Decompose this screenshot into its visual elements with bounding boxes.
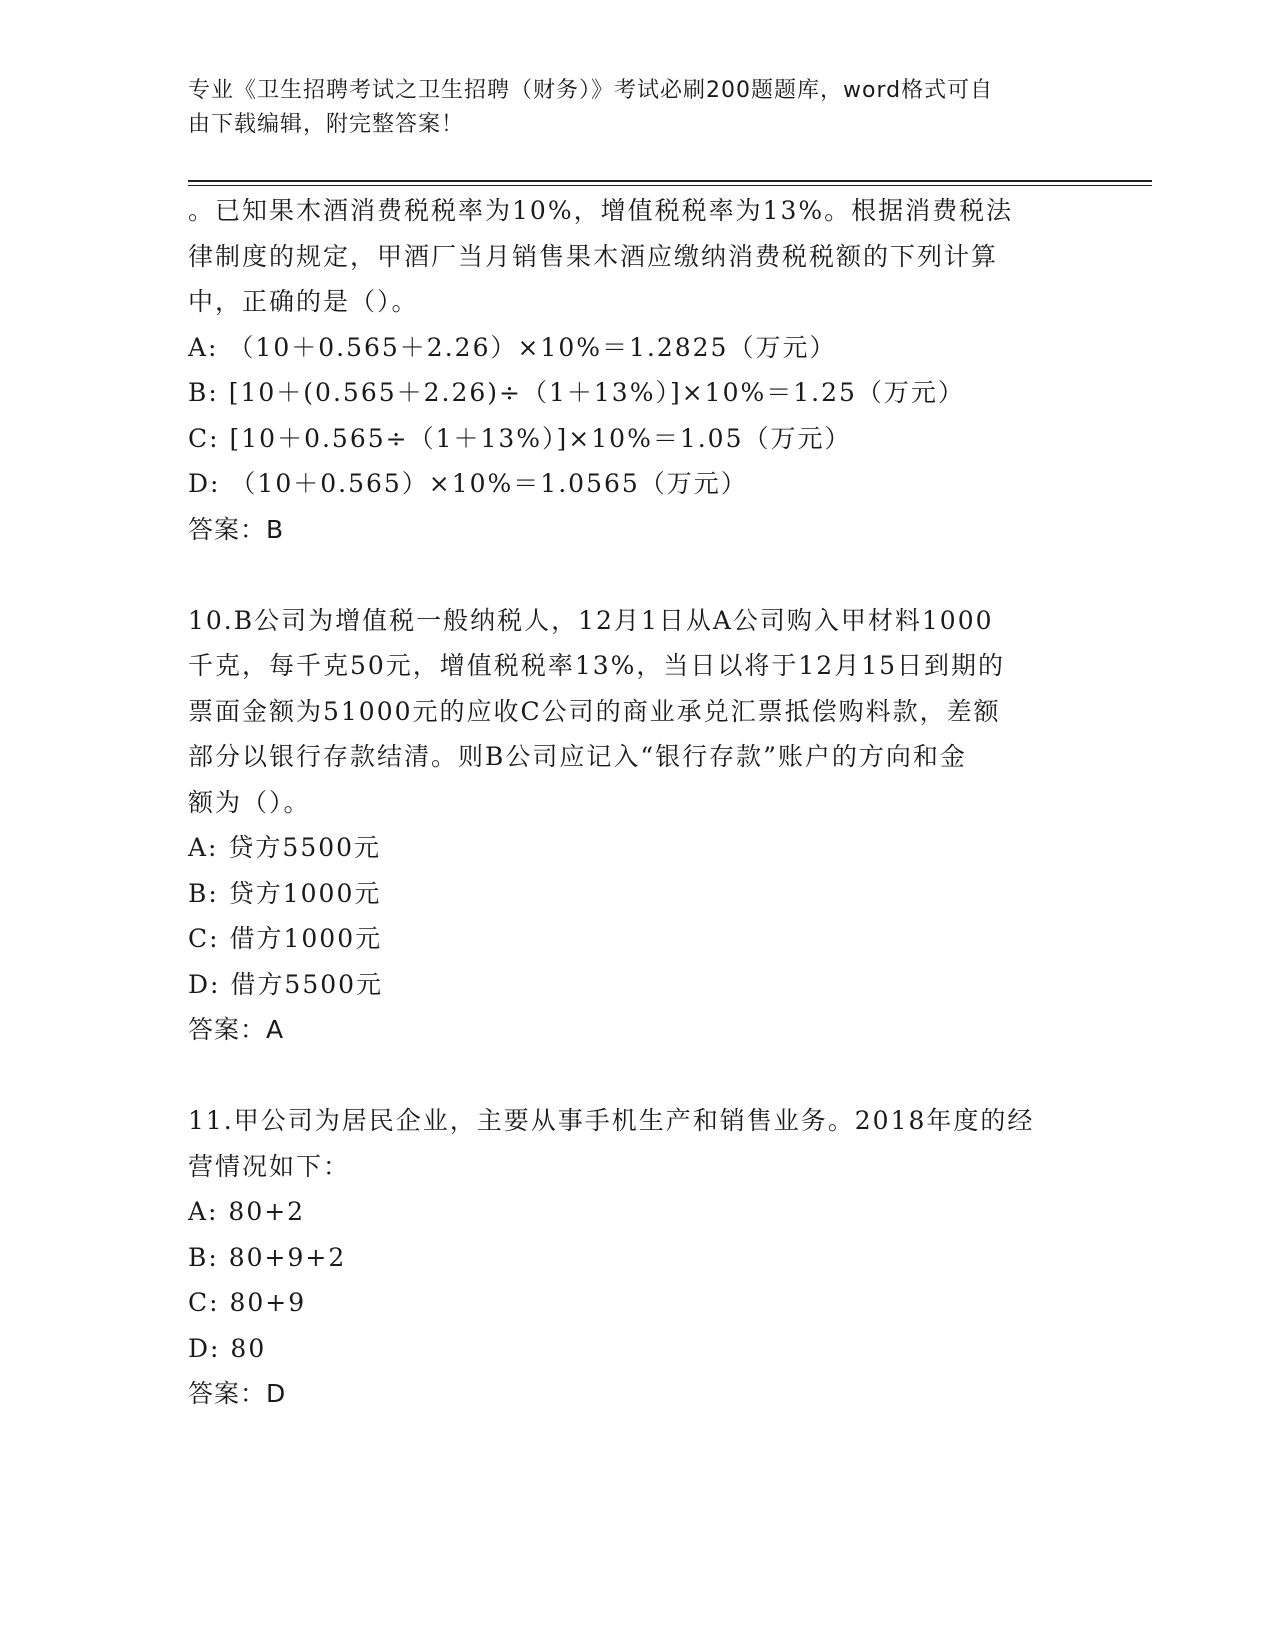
question-stem-line: 律制度的规定，甲酒厂当月销售果木酒应缴纳消费税税额的下列计算: [188, 241, 999, 271]
question-stem-line: 10.B公司为增值税一般纳税人，12月1日从A公司购入甲材料1000: [188, 605, 994, 635]
question-list: [188, 188, 1088, 1417]
header-divider-thick: [188, 180, 1152, 182]
question-10: [188, 598, 1088, 1053]
option-d: D: 借方5500元: [188, 969, 384, 999]
question-stem-line: 。已知果木酒消费税税率为10%，增值税税率为13%。根据消费税法: [188, 196, 1014, 225]
option-d: D: 80: [188, 1333, 267, 1363]
option-b: B: 80+9+2: [188, 1242, 347, 1272]
question-stem-line: 11.甲公司为居民企业，主要从事手机生产和销售业务。2018年度的经: [188, 1106, 1035, 1135]
option-b: B: [10＋(0.565＋2.26)÷（1＋13%）]×10%＝1.25（万元）: [188, 378, 965, 407]
question-stem-line: 票面金额为51000元的应收C公司的商业承兑汇票抵偿购料款，差额: [188, 696, 1001, 726]
question-stem-line: 中，正确的是（）。: [188, 287, 419, 316]
question-stem-line: 千克，每千克50元，增值税税率13%，当日以将于12月15日到期的: [188, 651, 1006, 680]
question-stem-line: 额为（）。: [188, 787, 311, 817]
option-a: A: （10＋0.565＋2.26）×10%＝1.2825（万元）: [188, 332, 837, 362]
header-line: 由下载编辑，附完整答案！: [188, 112, 465, 137]
option-c: C: [10＋0.565÷（1＋13%）]×10%＝1.05（万元）: [188, 423, 852, 453]
answer-line: 答案：A: [188, 1015, 285, 1044]
option-b: B: 贷方1000元: [188, 878, 382, 908]
question-9: [188, 188, 1088, 552]
header-note: [188, 74, 1068, 142]
spacer: [188, 552, 1088, 598]
answer-line: 答案：D: [188, 1379, 287, 1408]
option-a: A: 贷方5500元: [188, 833, 382, 862]
option-c: C: 80+9: [188, 1288, 307, 1317]
question-stem-line: 营情况如下：: [188, 1151, 351, 1181]
option-d: D: （10＋0.565）×10%＝1.0565（万元）: [188, 469, 748, 498]
question-stem-line: 部分以银行存款结清。则B公司应记入“银行存款”账户的方向和金: [188, 742, 967, 771]
option-a: A: 80+2: [188, 1197, 306, 1226]
option-c: C: 借方1000元: [188, 924, 383, 953]
question-11: [188, 1098, 1088, 1417]
header-divider-thin: [188, 185, 1152, 186]
answer-line: 答案：B: [188, 514, 285, 544]
header-line: 专业《卫生招聘考试之卫生招聘（财务）》考试必刷200题题库，word格式可自: [188, 78, 994, 103]
spacer: [188, 1053, 1088, 1099]
